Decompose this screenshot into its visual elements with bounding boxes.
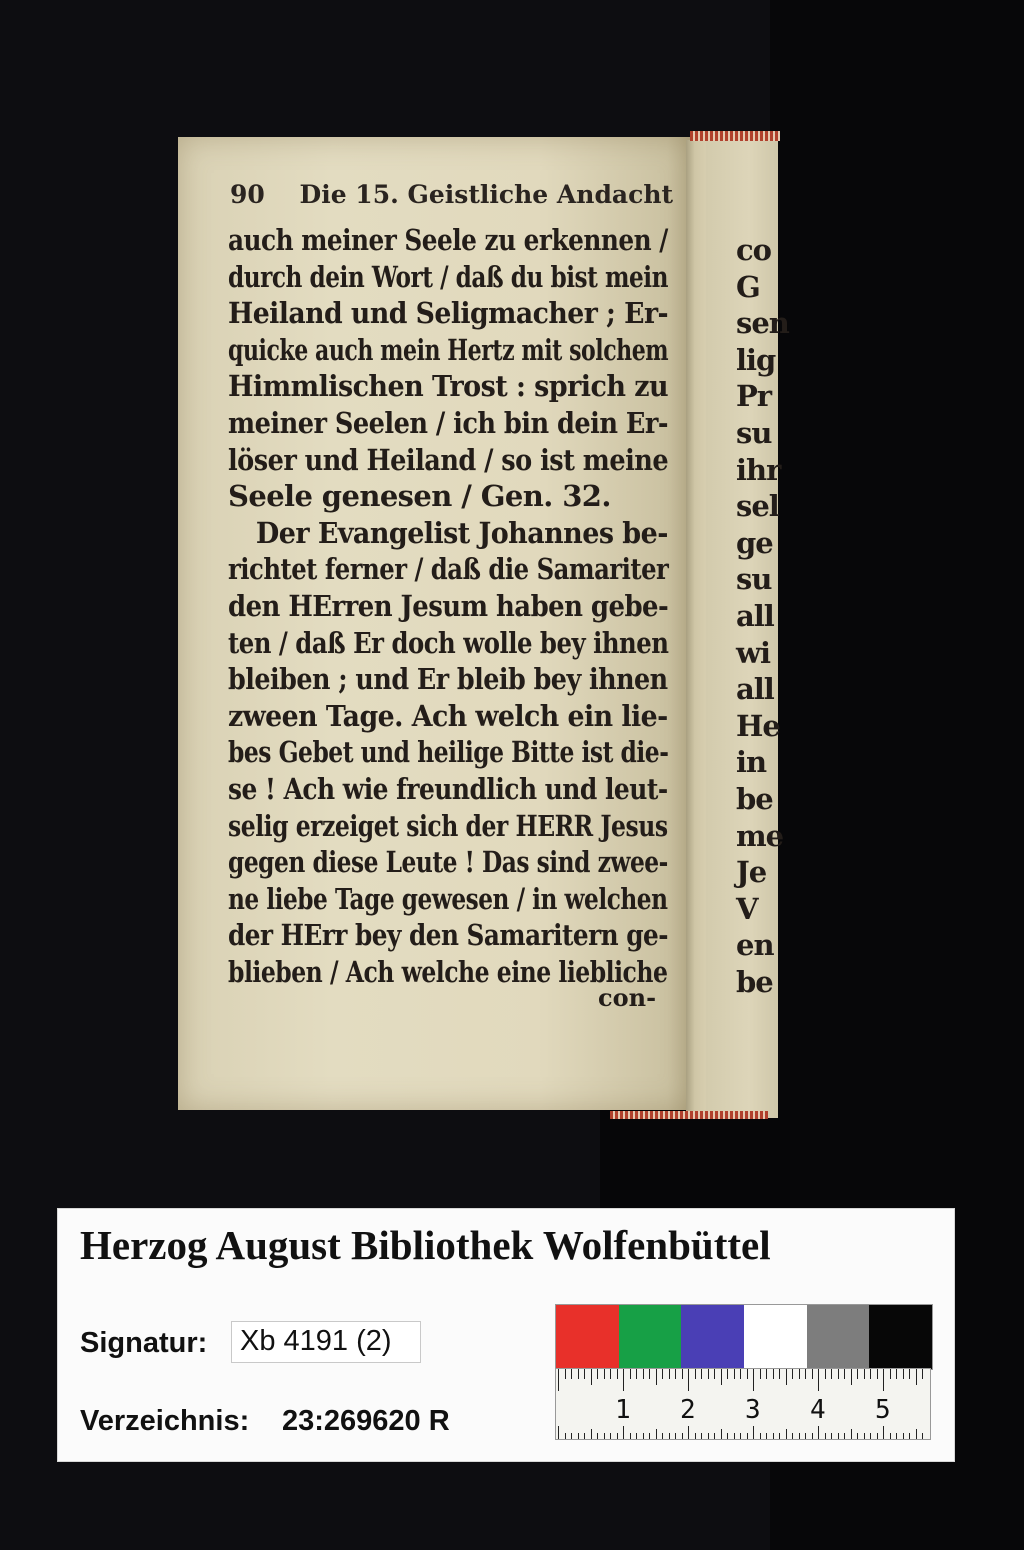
ruler-tick [883, 1369, 884, 1391]
catchword: con- [598, 983, 657, 1012]
right-text-fragment: Pr [736, 379, 772, 414]
right-text-fragment: Je [736, 855, 767, 890]
right-text-fragment: He [736, 708, 780, 743]
ruler-tick [565, 1369, 566, 1379]
ruler-tick [909, 1369, 910, 1379]
ruler-tick [818, 1426, 819, 1439]
ruler-tick [805, 1433, 806, 1439]
ruler-tick [799, 1433, 800, 1439]
page-edge-top [690, 131, 780, 141]
ruler-tick [591, 1429, 592, 1439]
ruler-tick [649, 1433, 650, 1439]
ruler-tick [695, 1369, 696, 1379]
ruler-tick [766, 1369, 767, 1379]
running-head-title: Die 15. Geistliche Andacht [299, 180, 674, 209]
text-line: löser und Heiland / so ist meine [228, 442, 669, 477]
ruler-tick [773, 1433, 774, 1439]
ruler-tick [916, 1429, 917, 1439]
right-text-fragment: en [736, 928, 774, 963]
ruler-tick [864, 1369, 865, 1379]
ruler-tick [760, 1433, 761, 1439]
ruler-tick [896, 1433, 897, 1439]
right-text-fragment: me [736, 818, 784, 853]
book-shadow [600, 1110, 790, 1210]
page-number: 90 [230, 180, 265, 209]
institution-name: Herzog August Bibliothek Wolfenbüttel [80, 1222, 771, 1268]
ruler-tick [643, 1369, 644, 1379]
ruler-number: 1 [615, 1395, 631, 1425]
right-text-fragment: sel [736, 489, 779, 524]
ruler-tick [799, 1369, 800, 1379]
ruler-tick [558, 1369, 559, 1391]
right-text-fragment: G [736, 269, 760, 304]
right-page-text [736, 232, 789, 1000]
ruler-tick [721, 1369, 722, 1385]
page-edge-bottom [610, 1111, 768, 1119]
ruler-tick [740, 1433, 741, 1439]
text-line: quicke auch mein Hertz mit solchem [228, 332, 669, 367]
text-line: den HErren Jesum haben gebe- [228, 588, 669, 623]
ruler-tick [870, 1369, 871, 1379]
ruler-tick [708, 1369, 709, 1379]
ruler-tick [838, 1433, 839, 1439]
ruler-tick [675, 1433, 676, 1439]
page-text [228, 222, 668, 990]
text-line: richtet ferner / daß die Samariter [228, 552, 669, 587]
ruler-tick [864, 1433, 865, 1439]
ruler-tick [831, 1433, 832, 1439]
ruler-tick [630, 1433, 631, 1439]
ruler-tick [753, 1426, 754, 1439]
text-line: selig erzeiget sich der HERR Jesus [228, 808, 668, 843]
ruler-tick [786, 1369, 787, 1385]
right-text-fragment: be [736, 781, 773, 816]
ruler-tick [838, 1369, 839, 1379]
ruler-tick [636, 1369, 637, 1379]
ruler-tick [753, 1369, 754, 1391]
ruler-tick [669, 1369, 670, 1379]
ruler-tick [740, 1369, 741, 1379]
ruler-tick [721, 1429, 722, 1439]
text-line: Seele genesen / Gen. 32. [228, 479, 611, 514]
ruler-tick [779, 1369, 780, 1379]
ruler-tick [786, 1429, 787, 1439]
ruler-tick [851, 1369, 852, 1385]
signatur-label: Signatur: [80, 1327, 208, 1359]
ruler-tick [896, 1369, 897, 1379]
ruler-tick [636, 1433, 637, 1439]
text-line: blieben / Ach welche eine liebliche [228, 954, 668, 989]
ruler-tick [877, 1433, 878, 1439]
ruler-tick [597, 1433, 598, 1439]
color-swatch [807, 1305, 870, 1369]
library-label-card [57, 1208, 955, 1462]
text-line: ne liebe Tage gewesen / in welchen [228, 881, 668, 916]
ruler-number: 4 [810, 1395, 826, 1425]
ruler-tick [714, 1433, 715, 1439]
ruler-tick [571, 1433, 572, 1439]
ruler-tick [747, 1369, 748, 1379]
text-line: Himmlischen Trost : sprich zu [228, 369, 669, 404]
ruler-tick [734, 1369, 735, 1379]
text-line: se ! Ach wie freundlich und leut- [228, 771, 668, 806]
color-swatch [744, 1305, 807, 1369]
verzeichnis-value: 23:269620 R [282, 1405, 450, 1437]
ruler-tick [571, 1369, 572, 1379]
text-line: bleiben ; und Er bleib bey ihnen [228, 662, 668, 697]
book-gutter [686, 140, 708, 1115]
right-text-fragment: ge [736, 525, 773, 560]
ruler-tick [916, 1369, 917, 1385]
right-text-fragment: be [736, 964, 773, 999]
text-line: Der Evangelist Johannes be- [255, 515, 668, 550]
signatur-value: Xb 4191 (2) [231, 1321, 421, 1363]
ruler-tick [747, 1433, 748, 1439]
ruler-number: 5 [875, 1395, 891, 1425]
right-text-fragment: co [736, 233, 772, 267]
ruler-tick [610, 1433, 611, 1439]
ruler-tick [604, 1433, 605, 1439]
ruler-tick [903, 1369, 904, 1379]
ruler-tick [870, 1433, 871, 1439]
ruler-tick [662, 1433, 663, 1439]
ruler-tick [734, 1433, 735, 1439]
ruler-tick [623, 1426, 624, 1439]
right-text-fragment: in [736, 745, 767, 780]
ruler-tick [727, 1369, 728, 1379]
right-text-fragment: sen [736, 306, 789, 341]
right-text-fragment: su [736, 415, 772, 450]
ruler-tick [578, 1369, 579, 1379]
ruler-tick [922, 1433, 923, 1439]
ruler-tick [695, 1433, 696, 1439]
ruler-tick [656, 1429, 657, 1439]
ruler-tick [701, 1433, 702, 1439]
ruler-tick [656, 1369, 657, 1385]
color-swatch [556, 1305, 619, 1369]
ruler-tick [701, 1369, 702, 1379]
right-text-fragment: su [736, 562, 772, 597]
ruler-tick [669, 1433, 670, 1439]
ruler-tick [760, 1369, 761, 1379]
right-text-fragment: V [736, 891, 758, 926]
ruler-tick [623, 1369, 624, 1391]
ruler-tick [857, 1433, 858, 1439]
ruler-tick [857, 1369, 858, 1379]
ruler-tick [662, 1369, 663, 1379]
ruler-tick [779, 1433, 780, 1439]
text-line: durch dein Wort / daß du bist mein [228, 259, 669, 294]
ruler-tick [773, 1369, 774, 1379]
ruler-tick [818, 1369, 819, 1391]
right-text-fragment: all [736, 598, 774, 633]
ruler-tick [922, 1369, 923, 1379]
ruler-tick [610, 1369, 611, 1379]
ruler-tick [890, 1433, 891, 1439]
ruler-tick [825, 1369, 826, 1379]
ruler-tick [727, 1433, 728, 1439]
ruler-tick [688, 1426, 689, 1439]
right-text-fragment: wi [736, 635, 770, 670]
ruler-tick [565, 1433, 566, 1439]
ruler-tick [825, 1433, 826, 1439]
ruler-tick [831, 1369, 832, 1379]
ruler-tick [844, 1369, 845, 1379]
color-swatch [869, 1305, 932, 1369]
ruler-tick [844, 1433, 845, 1439]
ruler-tick [617, 1369, 618, 1379]
right-text-fragment: all [736, 672, 774, 707]
text-line: ten / daß Er doch wolle bey ihnen [228, 625, 669, 660]
text-line: meiner Seelen / ich bin dein Er- [228, 405, 668, 440]
ruler-tick [714, 1369, 715, 1379]
ruler-tick [890, 1369, 891, 1379]
ruler-tick [643, 1433, 644, 1439]
ruler-tick [630, 1369, 631, 1379]
text-line: Heiland und Seligmacher ; Er- [228, 296, 669, 331]
ruler-tick [617, 1433, 618, 1439]
ruler-tick [682, 1433, 683, 1439]
ruler-tick [903, 1433, 904, 1439]
ruler-tick [558, 1426, 559, 1439]
ruler-tick [708, 1433, 709, 1439]
ruler-tick [812, 1433, 813, 1439]
ruler-tick [591, 1369, 592, 1385]
ruler-tick [792, 1433, 793, 1439]
ruler-tick [766, 1433, 767, 1439]
verzeichnis-label: Verzeichnis: [80, 1405, 250, 1437]
ruler-tick [851, 1429, 852, 1439]
text-line: auch meiner Seele zu erkennen / [228, 223, 668, 257]
ruler-tick [578, 1433, 579, 1439]
ruler-number: 3 [745, 1395, 761, 1425]
text-line: gegen diese Leute ! Das sind zwee- [228, 845, 668, 880]
running-head [230, 180, 674, 216]
ruler-tick [909, 1433, 910, 1439]
text-line: der HErr bey den Samaritern ge- [228, 918, 669, 953]
ruler-tick [584, 1433, 585, 1439]
text-line: bes Gebet und heilige Bitte ist die- [228, 735, 669, 770]
scale-ruler [555, 1368, 931, 1440]
ruler-tick [805, 1369, 806, 1379]
right-text-fragment: ihr [736, 452, 781, 487]
ruler-tick [877, 1369, 878, 1379]
ruler-tick [812, 1369, 813, 1379]
right-text-fragment: lig [736, 342, 776, 377]
ruler-tick [883, 1426, 884, 1439]
ruler-tick [688, 1369, 689, 1391]
ruler-number: 2 [680, 1395, 696, 1425]
color-calibration-strip [555, 1304, 933, 1370]
color-swatch [619, 1305, 682, 1369]
ruler-tick [682, 1369, 683, 1379]
ruler-tick [675, 1369, 676, 1379]
ruler-tick [584, 1369, 585, 1379]
ruler-tick [649, 1369, 650, 1379]
ruler-tick [604, 1369, 605, 1379]
ruler-tick [792, 1369, 793, 1379]
ruler-tick [597, 1369, 598, 1379]
text-line: zween Tage. Ach welch ein lie- [228, 698, 668, 733]
color-swatch [681, 1305, 744, 1369]
